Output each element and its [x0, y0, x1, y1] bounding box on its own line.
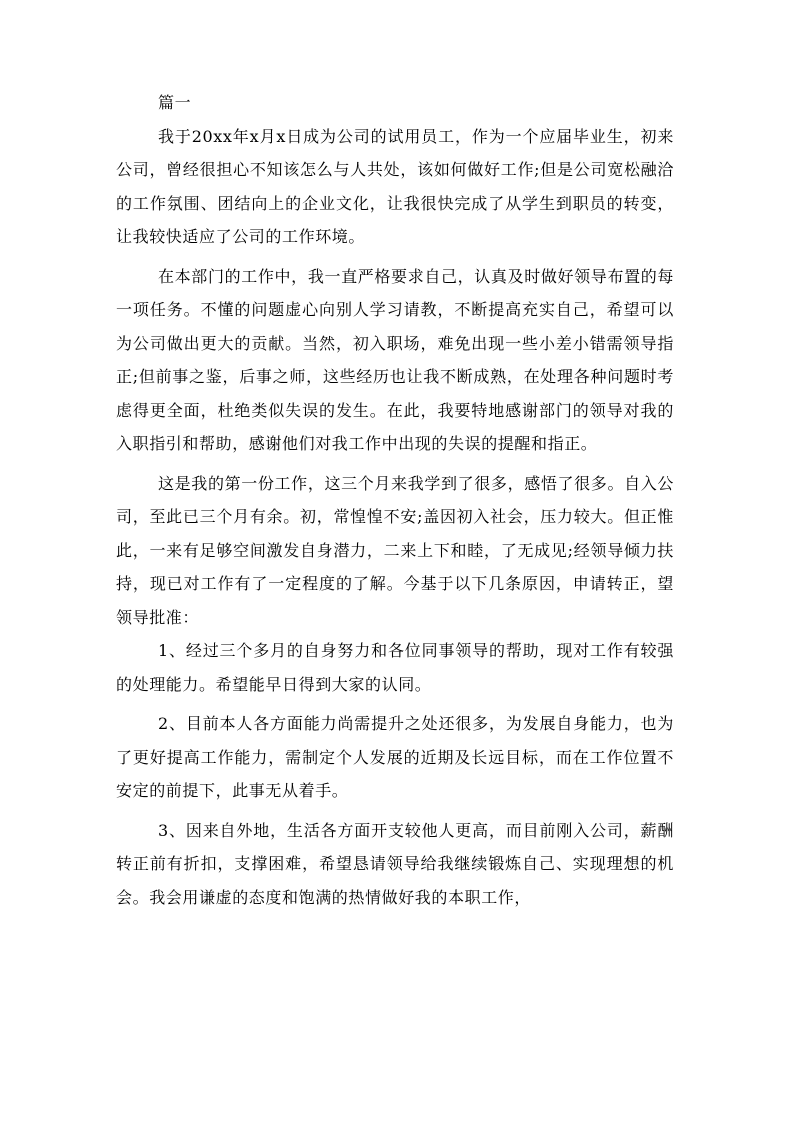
paragraph-intro: 我于20xx年x月x日成为公司的试用员工，作为一个应届毕业生，初来公司，曾经很担心不知该怎么与人共处，该如何做好工作;但是公司宽松融洽的工作氛围、团结向上的企业文化，让我很快完成了从学生到职员的转变，让我较快适应了公司的工作环境。: [116, 126, 674, 246]
paragraph-department-work: 在本部门的工作中，我一直严格要求自己，认真及时做好领导布置的每一项任务。不懂的问题虚心向别人学习请教，不断提高充实自己，希望可以为公司做出更大的贡献。当然，初入职场，难免出现一些小差小错需领导指正;但前事之鉴，后事之师，这些经历也让我不断成熟，在处理各种问题时考虑得更全面，杜绝类似失误的发生。在此，我要特地感谢部门的领导对我的入职指引和帮助，感谢他们对我工作中出现的失误的提醒和指正。: [116, 266, 674, 453]
paragraph-reason-1: 1、经过三个多月的自身努力和各位同事领导的帮助，现对工作有较强的处理能力。希望能早日得到大家的认同。: [116, 641, 674, 694]
paragraph-first-job: 这是我的第一份工作，这三个月来我学到了很多，感悟了很多。自入公司，至此已三个月有余。初，常惶惶不安;盖因初入社会，压力较大。但正惟此，一来有足够空间激发自身潜力，二来上下和睦，了无成见;经领导倾力扶持，现已对工作有了一定程度的了解。今基于以下几条原因，申请转正，望领导批准：: [116, 473, 674, 627]
paragraph-reason-3: 3、因来自外地，生活各方面开支较他人更高，而目前刚入公司，薪酬转正前有折扣，支撑困难，希望恳请领导给我继续锻炼自己、实现理想的机会。我会用谦虚的态度和饱满的热情做好我的本职工作，: [116, 820, 674, 907]
document-page: [116, 86, 674, 914]
paragraph-reason-2: 2、目前本人各方面能力尚需提升之处还很多，为发展自身能力，也为了更好提高工作能力，需制定个人发展的近期及长远目标，而在工作位置不安定的前提下，此事无从着手。: [116, 714, 674, 800]
document-heading: 篇一: [158, 93, 192, 112]
